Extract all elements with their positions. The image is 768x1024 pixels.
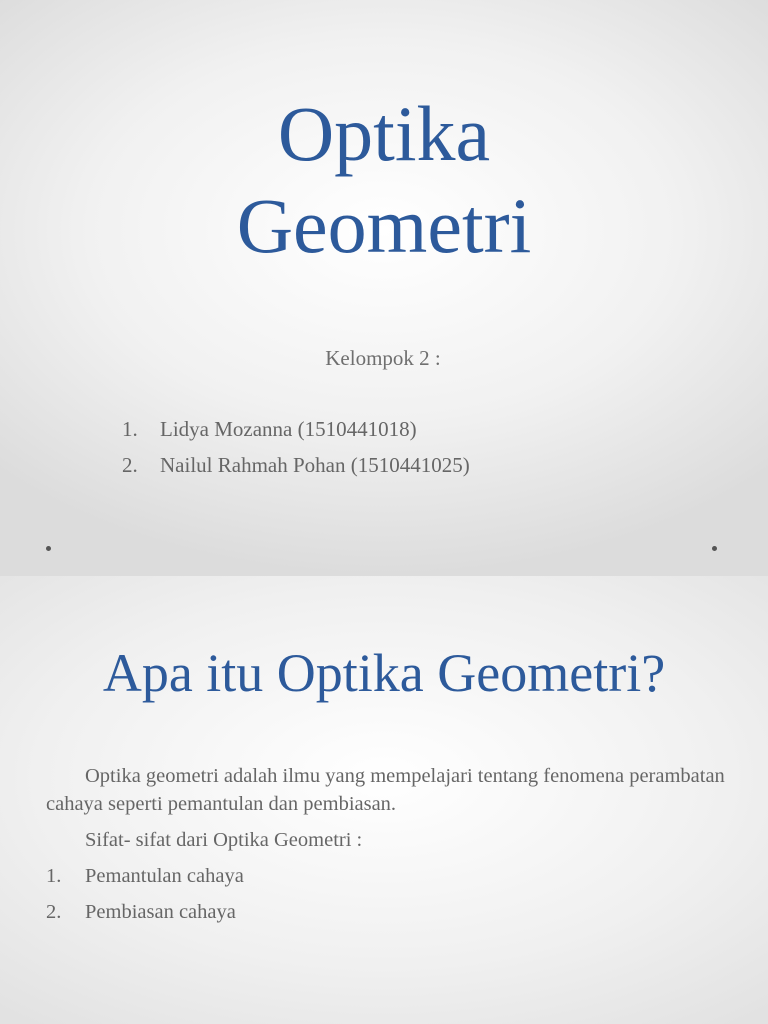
property-text: Pembiasan cahaya: [85, 901, 236, 923]
property-item: [46, 862, 736, 898]
slide-body: [46, 762, 736, 934]
property-item: [46, 898, 736, 934]
title-line-1: Optika: [277, 90, 491, 177]
bullet-dot-left: [46, 546, 51, 551]
member-number: 1.: [122, 417, 138, 441]
group-label: Kelompok 2 :: [325, 346, 441, 370]
member-item: [122, 450, 470, 486]
member-number: 2.: [122, 453, 138, 477]
member-name: Nailul Rahmah Pohan (1510441025): [160, 453, 470, 477]
member-name: Lidya Mozanna (1510441018): [160, 417, 417, 441]
slide-heading: Apa itu Optika Geometri?: [102, 643, 666, 703]
property-number: 2.: [46, 901, 62, 923]
property-number: 1.: [46, 865, 62, 887]
content-slide: [0, 576, 768, 1024]
slide-title: [0, 88, 768, 272]
bullet-dot-right: [712, 546, 717, 551]
member-list: [122, 414, 470, 486]
property-text: Pemantulan cahaya: [85, 865, 244, 887]
definition-paragraph: Optika geometri adalah ilmu yang mempelajari tentang fenomena perambatan cahaya seperti pemantulan dan pembiasan.: [46, 765, 725, 815]
member-item: [122, 414, 470, 450]
properties-label: Sifat- sifat dari Optika Geometri :: [85, 829, 363, 851]
properties-list: [46, 862, 736, 934]
title-line-2: Geometri: [236, 182, 532, 269]
